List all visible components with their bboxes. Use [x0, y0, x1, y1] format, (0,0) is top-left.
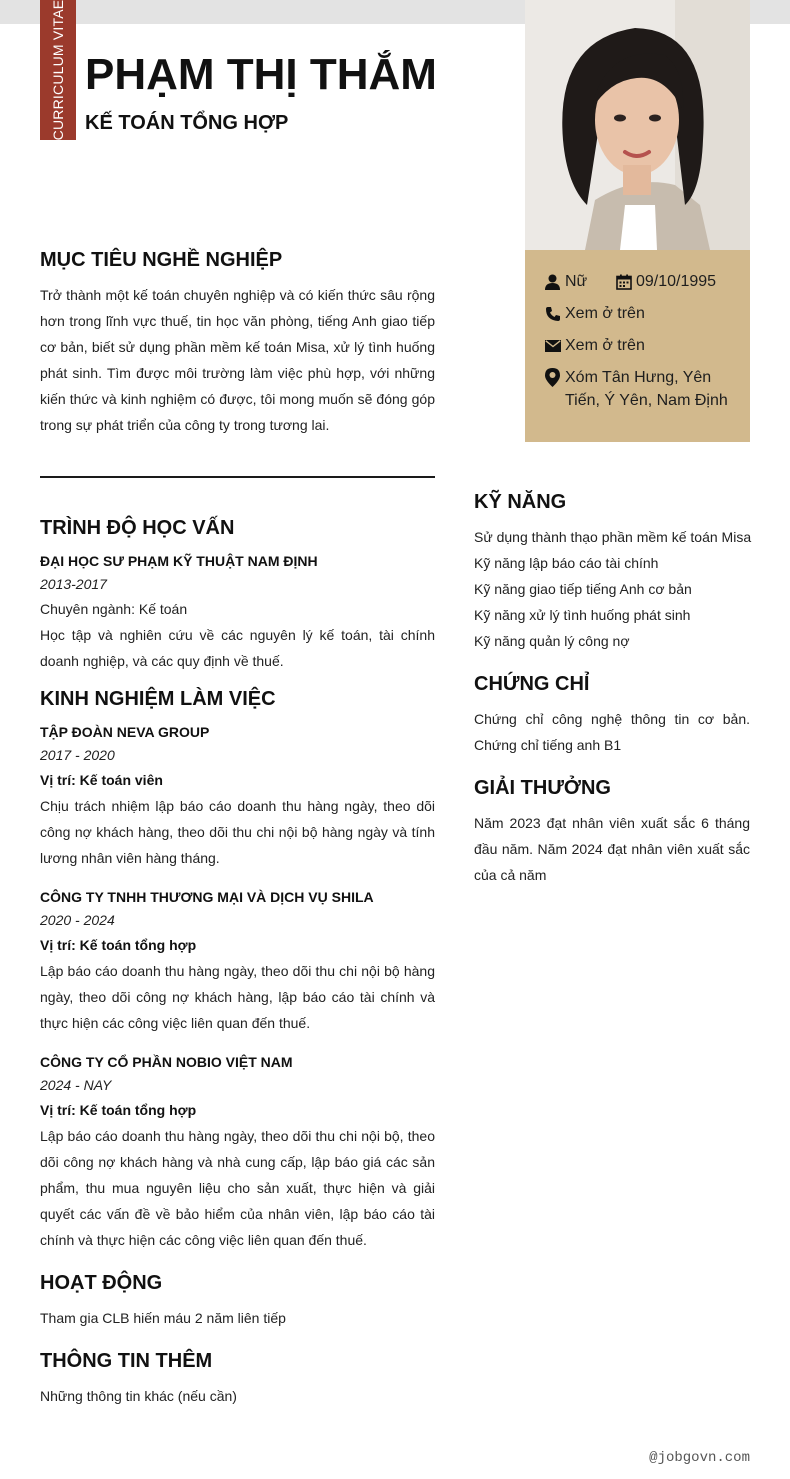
job-description: Lập báo cáo doanh thu hàng ngày, theo dõi thu chi nội bộ hàng ngày, theo dõi công nợ khách hàng, lập báo cáo tài chính và thực hiện các công việc liên quan đến thuế. — [40, 963, 435, 1031]
education-period: 2013-2017 — [40, 576, 107, 592]
education-school: ĐẠI HỌC SƯ PHẠM KỸ THUẬT NAM ĐỊNH — [40, 553, 318, 569]
phone-text: Xem ở trên — [565, 305, 645, 322]
job-description: Lập báo cáo doanh thu hàng ngày, theo dõi thu chi nội bộ, theo dõi công nợ khách hàng và nhà cung cấp, lập báo giá các sản phẩm, thu mua nguyên liệu cho sản xuất, thực hiện và giải quyết các vấn đề về bảo hiểm của nhân viên, lập báo cáo tài chính và thực hiện các công việc liên quan đến thuế. — [40, 1128, 435, 1248]
certificates-heading: CHỨNG CHỈ — [474, 673, 590, 695]
extra-info-heading: THÔNG TIN THÊM — [40, 1350, 213, 1372]
address-row — [545, 366, 728, 412]
extra-info-text: Những thông tin khác (nếu cần) — [40, 1388, 237, 1404]
job-company: CÔNG TY TNHH THƯƠNG MẠI VÀ DỊCH VỤ SHILA — [40, 889, 374, 905]
birthdate-text: 09/10/1995 — [636, 273, 717, 290]
job-company: CÔNG TY CỔ PHẦN NOBIO VIỆT NAM — [40, 1054, 293, 1070]
activities-heading: HOẠT ĐỘNG — [40, 1272, 163, 1294]
objective-heading: MỤC TIÊU NGHỀ NGHIỆP — [40, 249, 283, 271]
person-icon — [545, 270, 565, 293]
skill-item: Sử dụng thành thạo phần mềm kế toán Misa — [474, 529, 752, 545]
job-title: KẾ TOÁN TỔNG HỢP — [85, 112, 289, 134]
gender-row — [545, 270, 587, 293]
job-position: Vị trí: Kế toán tổng hợp — [40, 937, 197, 953]
phone-row — [545, 302, 645, 325]
email-row — [545, 334, 645, 357]
contact-panel — [525, 250, 750, 442]
curriculum-vitae-ribbon — [40, 0, 76, 140]
address-line-2: Tiến, Ý Yên, Nam Định — [565, 392, 728, 409]
portrait-photo — [525, 0, 750, 250]
candidate-name: PHẠM THỊ THẮM — [85, 50, 437, 99]
ribbon-text: CURRICULUM VITAE — [50, 0, 66, 141]
skill-item: Kỹ năng quản lý công nợ — [474, 633, 630, 649]
calendar-icon — [616, 270, 636, 293]
awards-text: Năm 2023 đạt nhân viên xuất sắc 6 tháng đầu năm. Năm 2024 đạt nhân viên xuất sắc của cả năm — [474, 815, 750, 883]
watermark: @jobgovn.com — [649, 1450, 750, 1466]
activities-text: Tham gia CLB hiến máu 2 năm liên tiếp — [40, 1310, 286, 1326]
location-pin-icon — [545, 366, 565, 389]
skill-item: Kỹ năng xử lý tình huống phát sinh — [474, 607, 691, 623]
objective-text: Trở thành một kế toán chuyên nghiệp và có kiến thức sâu rộng hơn trong lĩnh vực thuế, tin học văn phòng, tiếng Anh giao tiếp cơ bản, biết sử dụng phần mềm kế toán Misa, xử lý tình huống phát sinh. Tìm được môi trường làm việc phù hợp, với những kiến thức và kinh nghiệm có được, tôi mong muốn sẽ đóng góp trong sự phát triển của công ty trong tương lai. — [40, 287, 435, 433]
education-major: Chuyên ngành: Kế toán — [40, 601, 188, 617]
birthdate-row — [616, 270, 716, 293]
email-text: Xem ở trên — [565, 337, 645, 354]
certificates-text: Chứng chỉ công nghệ thông tin cơ bản. Chứng chỉ tiếng anh B1 — [474, 711, 750, 753]
awards-heading: GIẢI THƯỞNG — [474, 777, 611, 799]
education-description: Học tập và nghiên cứu về các nguyên lý kế toán, tài chính doanh nghiệp, và các quy định về thuế. — [40, 627, 435, 669]
skill-item: Kỹ năng giao tiếp tiếng Anh cơ bản — [474, 581, 692, 597]
job-period: 2024 - NAY — [40, 1077, 112, 1093]
gender-text: Nữ — [565, 273, 588, 290]
skills-heading: KỸ NĂNG — [474, 491, 567, 513]
portrait-illustration — [525, 0, 750, 250]
address-text — [565, 366, 728, 412]
job-period: 2017 - 2020 — [40, 747, 115, 763]
job-position: Vị trí: Kế toán viên — [40, 772, 163, 788]
job-period: 2020 - 2024 — [40, 912, 115, 928]
phone-icon — [545, 302, 565, 325]
skill-item: Kỹ năng lập báo cáo tài chính — [474, 555, 659, 571]
job-position: Vị trí: Kế toán tổng hợp — [40, 1102, 197, 1118]
education-heading: TRÌNH ĐỘ HỌC VẤN — [40, 517, 235, 539]
job-description: Chịu trách nhiệm lập báo cáo doanh thu hàng ngày, theo dõi công nợ khách hàng, theo dõi thu chi nội bộ hàng ngày và tính lương nhân viên hàng tháng. — [40, 798, 435, 866]
envelope-icon — [545, 334, 565, 357]
address-line-1: Xóm Tân Hưng, Yên — [565, 369, 712, 386]
experience-heading: KINH NGHIỆM LÀM VIỆC — [40, 688, 276, 710]
job-company: TẬP ĐOÀN NEVA GROUP — [40, 724, 210, 740]
section-divider — [40, 476, 435, 478]
